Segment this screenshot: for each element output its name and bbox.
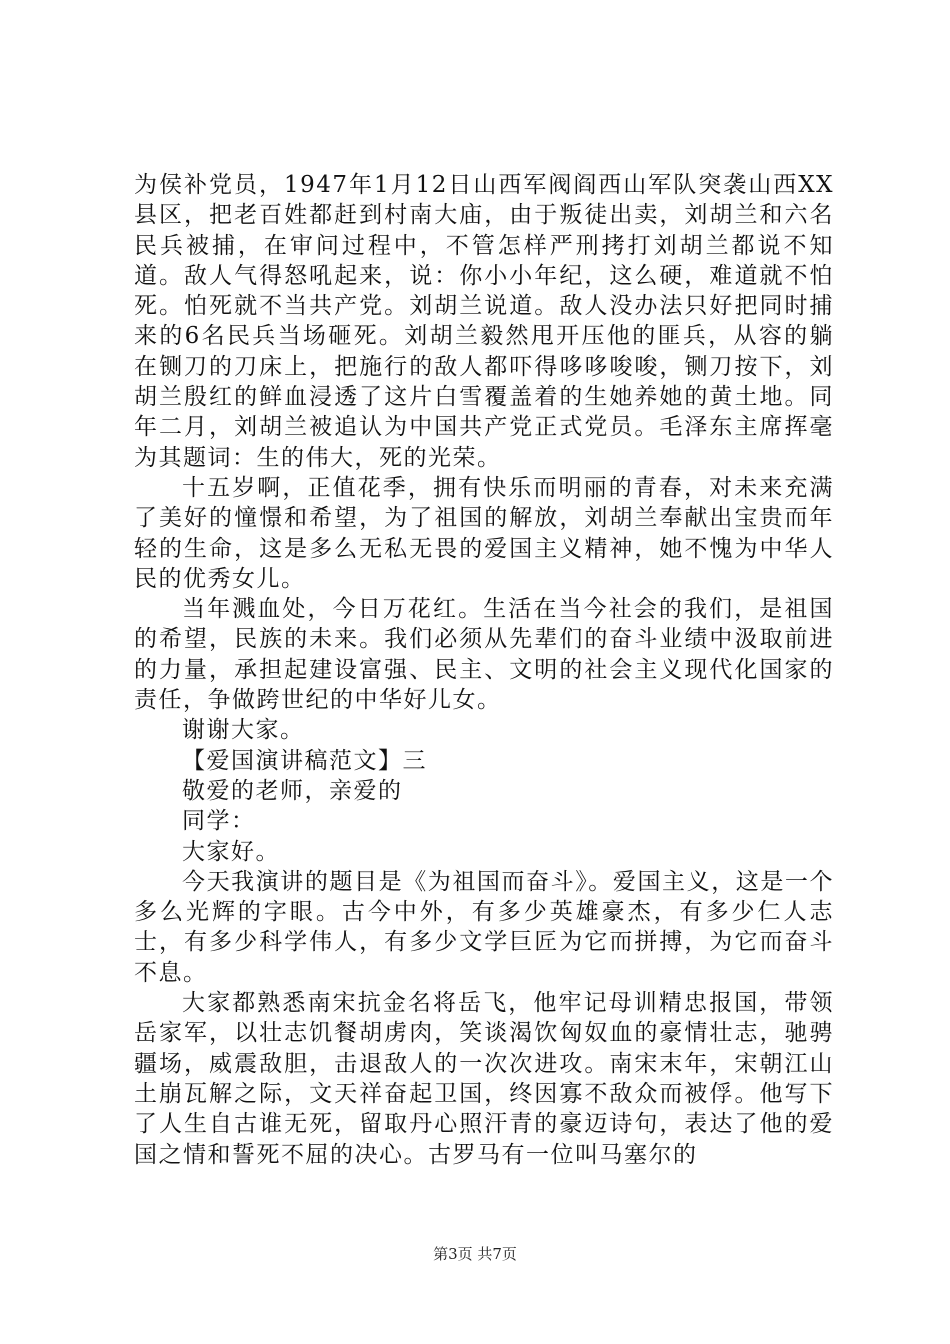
paragraph-hello-everyone: 大家好。 xyxy=(182,838,280,865)
document-body xyxy=(134,170,834,1170)
paragraph-greeting-classmates: 同学： xyxy=(182,808,256,835)
paragraph-blood-and-flowers: 当年溅血处，今日万花红。生活在当今社会的我们，是祖国的希望，民族的未来。我们必须从先辈们的奋斗业绩中汲取前进的力量，承担起建设富强、民主、文明的社会主义现代化国家的责任，争做跨世纪的中华好儿女。 xyxy=(134,596,834,714)
paragraph-fifteen-years-old: 十五岁啊，正值花季，拥有快乐而明丽的青春，对未来充满了美好的憧憬和希望，为了祖国的解放，刘胡兰奉献出宝贵而年轻的生命，这是多么无私无畏的爱国主义精神，她不愧为中华人民的优秀女儿。 xyxy=(134,474,834,592)
paragraph-greeting-teachers: 敬爱的老师，亲爱的 xyxy=(182,777,403,804)
paragraph-liu-hulan-story: 为侯补党员，1947年1月12日山西军阀阎西山军队突袭山西XX县区，把老百姓都赶到村南大庙，由于叛徒出卖，刘胡兰和六名民兵被捕，在审问过程中，不管怎样严刑拷打刘胡兰都说不知道。敌人气得怒吼起来，说：你小小年纪，这么硬，难道就不怕死。怕死就不当共产党。刘胡兰说道。敌人没办法只好把同时捕来的6名民兵当场砸死。刘胡兰毅然甩开压他的匪兵，从容的躺在铡刀的刀床上，把施行的敌人都吓得哆哆唆唆，铡刀按下，刘胡兰殷红的鲜血浸透了这片白雪覆盖着的生她养她的黄土地。同年二月，刘胡兰被追认为中国共产党正式党员。毛泽东主席挥毫为其题词：生的伟大，死的光荣。 xyxy=(134,172,834,471)
section-heading-speech-three: 【爱国演讲稿范文】三 xyxy=(182,747,427,774)
paragraph-speech-topic: 今天我演讲的题目是《为祖国而奋斗》。爱国主义，这是一个多么光辉的字眼。古今中外，有多少英雄豪杰，有多少仁人志士，有多少科学伟人，有多少文学巨匠为它而拼搏，为它而奋斗不息。 xyxy=(134,868,834,986)
paragraph-yue-fei: 大家都熟悉南宋抗金名将岳飞，他牢记母训精忠报国，带领岳家军，以壮志饥餐胡虏肉，笑谈渴饮匈奴血的豪情壮志，驰骋疆场，威震敌胆，击退敌人的一次次进攻。南宋末年，宋朝江山土崩瓦解之际，文天祥奋起卫国，终因寡不敌众而被俘。他写下了人生自古谁无死，留取丹心照汗青的豪迈诗句，表达了他的爱国之情和誓死不屈的决心。古罗马有一位叫马塞尔的 xyxy=(134,990,834,1168)
page-number-footer: 第3页 共7页 xyxy=(433,1245,517,1263)
paragraph-thanks: 谢谢大家。 xyxy=(182,717,305,744)
